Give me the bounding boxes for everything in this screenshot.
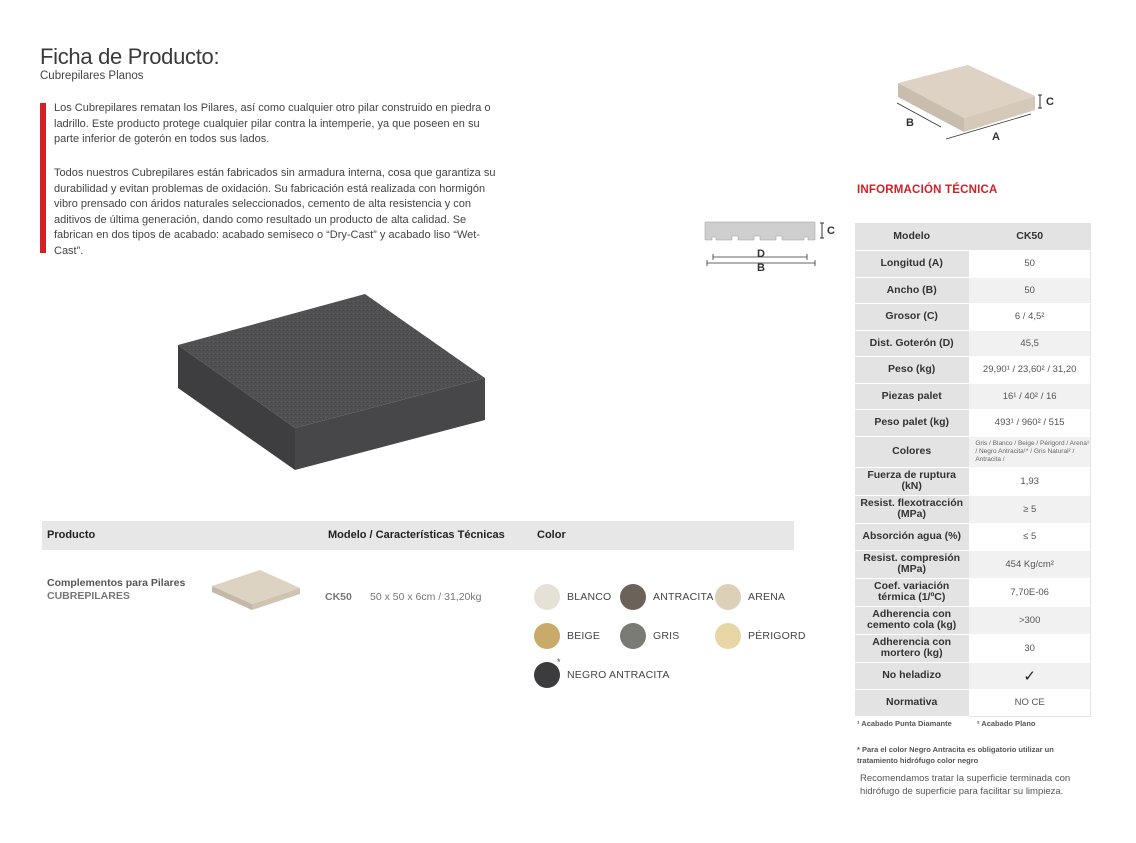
tech-key: Absorción agua (%) (855, 523, 969, 550)
tech-value: 7,70E-06 (969, 578, 1091, 606)
dimension-diagram-3d (880, 60, 1060, 150)
tech-value: CK50 (969, 223, 1091, 250)
tech-value: 493¹ / 960² / 515 (969, 409, 1091, 436)
swatch-antracita (620, 584, 646, 610)
model-code: CK50 (325, 591, 352, 603)
recommendation-note: Recomendamos tratar la superficie terminada con hidrófugo de superficie para facilitar su limpieza. (860, 773, 1071, 797)
tech-row (855, 634, 1091, 662)
tech-key: Resist. flexotracción (MPa) (855, 495, 969, 523)
tech-row (855, 523, 1091, 550)
footnote-plano: ² Acabado Plano (977, 719, 1036, 728)
tech-key: Adherencia con mortero (kg) (855, 634, 969, 662)
tech-key: Resist. compresión (MPa) (855, 550, 969, 578)
product-thumbnail (210, 568, 302, 610)
tech-value: NO CE (969, 689, 1091, 716)
tech-row (855, 689, 1091, 716)
swatch-beige (534, 623, 560, 649)
header-model: Modelo / Características Técnicas (328, 529, 505, 541)
tech-key: Fuerza de ruptura (kN) (855, 467, 969, 495)
page-title: Ficha de Producto: (40, 44, 220, 69)
header-product: Producto (47, 529, 96, 541)
swatch-label-perigord: PÉRIGORD (748, 630, 806, 642)
swatch-perigord (715, 623, 741, 649)
tech-value: 30 (969, 634, 1091, 662)
tech-info-table (855, 223, 1091, 717)
model-spec: 50 x 50 x 6cm / 31,20kg (370, 591, 482, 603)
tech-value: 50 (969, 277, 1091, 303)
tech-value: >300 (969, 606, 1091, 634)
tech-row (855, 356, 1091, 383)
product-category: Complementos para Pilares (47, 577, 186, 589)
swatch-label-gris: GRIS (653, 630, 680, 642)
tech-key: Longitud (A) (855, 250, 969, 277)
tech-key: Ancho (B) (855, 277, 969, 303)
tech-value: 454 Kg/cm² (969, 550, 1091, 578)
description-paragraph-2: Todos nuestros Cubrepilares están fabricados sin armadura interna, cosa que garantiza su durabilidad y evitan problemas de oxidación. Su fabricación está realizada con hormigón vibro prensado con áridos naturales seleccionados, cemento de alta resistencia y con aditivos de última generación, dando como resultado un producto de alta calidad. Se fabrican en dos tipos de acabado: acabado semiseco o “Dry-Cast” y acabado liso “Wet-Cast”. (54, 167, 496, 257)
swatch-label-negro-antracita: NEGRO ANTRACITA (567, 669, 670, 681)
tech-row (855, 277, 1091, 303)
tech-row (855, 578, 1091, 606)
tech-row (855, 250, 1091, 277)
accent-bar (40, 103, 46, 253)
tech-key: No heladizo (855, 662, 969, 689)
swatch-gris (620, 623, 646, 649)
tech-value: Gris / Blanco / Beige / Périgord / Arena¹ / Negro Antracita¹* / Gris Natural² / Antracita / (969, 436, 1091, 467)
swatch-label-beige: BEIGE (567, 630, 601, 642)
tech-value: 29,90¹ / 23,60² / 31,20 (969, 356, 1091, 383)
swatch-label-blanco: BLANCO (567, 591, 612, 603)
negro-antracita-mark: * (557, 657, 561, 667)
tech-row (855, 330, 1091, 356)
tech-key: Peso palet (kg) (855, 409, 969, 436)
section-label-c: C (827, 225, 835, 237)
tech-row (855, 303, 1091, 330)
label-a: A (992, 131, 1000, 143)
tech-key: Grosor (C) (855, 303, 969, 330)
description-paragraph-1: Los Cubrepilares rematan los Pilares, así como cualquier otro pilar construido en piedra o ladrillo. Este producto protege cualquier pilar contra la intemperie, ya que poseen en su parte inferior de goterón en todos sus lados. (54, 102, 491, 145)
section-label-d: D (757, 248, 765, 260)
tech-row (855, 662, 1091, 689)
tech-row (855, 467, 1091, 495)
check-icon: ✓ (969, 662, 1091, 689)
tech-key: Modelo (855, 223, 969, 250)
tech-key: Piezas palet (855, 383, 969, 409)
product-name: CUBREPILARES (47, 590, 130, 602)
label-c: C (1046, 96, 1054, 108)
tech-value: 16¹ / 40² / 16 (969, 383, 1091, 409)
tech-row (855, 550, 1091, 578)
header-color: Color (537, 529, 566, 541)
tech-value: 1,93 (969, 467, 1091, 495)
swatch-label-arena: ARENA (748, 591, 786, 603)
tech-value: ≥ 5 (969, 495, 1091, 523)
tech-value: 50 (969, 250, 1091, 277)
swatch-blanco (534, 584, 560, 610)
tech-row (855, 409, 1091, 436)
tech-value: 45,5 (969, 330, 1091, 356)
tech-value: 6 / 4,5² (969, 303, 1091, 330)
page-subtitle: Cubrepilares Planos (40, 70, 144, 82)
tech-value: ≤ 5 (969, 523, 1091, 550)
tech-row (855, 383, 1091, 409)
tech-row (855, 495, 1091, 523)
swatch-label-antracita: ANTRACITA (653, 591, 714, 603)
swatch-arena (715, 584, 741, 610)
tech-key: Normativa (855, 689, 969, 716)
tech-row (855, 436, 1091, 467)
tech-info-title: INFORMACIÓN TÉCNICA (857, 184, 998, 196)
tech-key: Peso (kg) (855, 356, 969, 383)
footnote-negro-antracita: * Para el color Negro Antracita es obligatorio utilizar un tratamiento hidrófugo color negro (857, 745, 1054, 765)
dimension-diagram-section (700, 215, 840, 275)
label-b: B (906, 117, 914, 129)
tech-key: Colores (855, 436, 969, 467)
footnote-punta-diamante: ¹ Acabado Punta Diamante (857, 719, 952, 728)
tech-row (855, 606, 1091, 634)
tech-key: Adherencia con cemento cola (kg) (855, 606, 969, 634)
tech-key: Dist. Goterón (D) (855, 330, 969, 356)
product-image (160, 280, 520, 485)
tech-row (855, 223, 1091, 250)
section-label-b: B (757, 262, 765, 274)
tech-key: Coef. variación térmica (1/ºC) (855, 578, 969, 606)
